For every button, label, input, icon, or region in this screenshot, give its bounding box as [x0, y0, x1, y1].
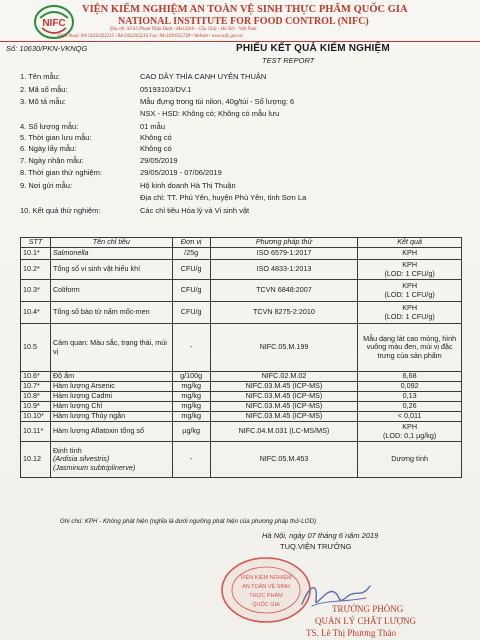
cell-unit: CFU/g: [172, 260, 210, 280]
field-label: 7. Ngày nhận mẫu:: [20, 156, 84, 165]
cell-name: Tổng số vi sinh vật hiếu khí: [50, 260, 172, 280]
field-label: 9. Nơi gửi mẫu:: [20, 181, 73, 190]
field-label: 10. Kết quả thử nghiệm:: [20, 206, 101, 215]
cell-unit: mg/kg: [172, 412, 210, 422]
org-contact: Điện thoại: 84-24332262215 / 84-2432262216 Fax: 84-2439335738 • Website: www.nifc.gov.vn: [58, 34, 243, 39]
cell-name: Tổng số bào tử nấm mốc-men: [50, 302, 172, 324]
cell-name: Hàm lượng Thủy ngân: [50, 412, 172, 422]
header-divider: [0, 41, 480, 42]
cell-unit: -: [172, 442, 210, 478]
issue-date: Hà Nội, ngày 07 tháng 6 năm 2019: [262, 531, 379, 540]
cell-stt: 10.8*: [21, 392, 51, 402]
cell-result: < 0,011: [358, 412, 462, 422]
signature-title: TUQ.VIỆN TRƯỞNG: [280, 542, 352, 551]
cell-stt: 10.2*: [21, 260, 51, 280]
cell-result: 0,13: [358, 392, 462, 402]
result-lod: (LOD: 1 CFU/g): [384, 268, 435, 278]
col-header-name: Tên chỉ tiêu: [50, 238, 172, 248]
cell-unit: µg/kg: [172, 422, 210, 442]
table-row: [21, 402, 462, 412]
table-row: [21, 248, 462, 260]
cell-name: Hàm lượng Aflatoxin tổng số: [50, 422, 172, 442]
svg-text:QUỐC GIA: QUỐC GIA: [252, 602, 280, 608]
field-label: 5. Thời gian lưu mẫu:: [20, 133, 92, 142]
cell-stt: 10.6*: [21, 372, 51, 382]
result-main: KPH: [402, 422, 418, 432]
cell-name: Salmonella: [50, 248, 172, 260]
letterhead: [0, 0, 480, 44]
result-main: KPH: [402, 260, 418, 270]
cell-name: Hàm lượng Cadmi: [50, 392, 172, 402]
cell-method: NIFC.03.M.45 (ICP-MS): [210, 382, 358, 392]
cell-stt: 10.3*: [21, 280, 51, 302]
svg-text:VIỆN KIỂM NGHIỆM: VIỆN KIỂM NGHIỆM: [240, 575, 292, 581]
col-header-method: Phương pháp thử: [210, 238, 358, 248]
cell-name: Cảm quan: Màu sắc, trạng thái, mùi vị: [50, 324, 172, 372]
signer-title-1: TRƯỞNG PHÒNG: [332, 604, 404, 614]
col-header-unit: Đơn vị: [172, 238, 210, 248]
cell-stt: 10.9*: [21, 402, 51, 412]
cell-result: 0,26: [358, 402, 462, 412]
table-row: [21, 302, 462, 324]
cell-unit: CFU/g: [172, 302, 210, 324]
field-label: 1. Tên mẫu:: [20, 72, 60, 81]
results-table: [20, 237, 462, 478]
field-value: Địa chỉ: TT. Phú Yên, huyện Phù Yên, tỉnh Sơn La: [140, 193, 307, 202]
cell-result: [358, 302, 462, 324]
field-value: Không có: [140, 144, 172, 153]
field-label: 2. Mã số mẫu:: [20, 85, 68, 94]
table-row: [21, 324, 462, 372]
table-row: [21, 442, 462, 478]
name-main: Định tính: [52, 446, 82, 456]
table-row: [21, 372, 462, 382]
cell-method: ISO 6579-1:2017: [210, 248, 358, 260]
result-lod: (LOD: 1 CFU/g): [384, 289, 435, 299]
cell-name: Coliform: [50, 280, 172, 302]
cell-stt: 10.1*: [21, 248, 51, 260]
field-value: 29/05/2019 - 07/06/2019: [140, 168, 222, 177]
cell-stt: 10.4*: [21, 302, 51, 324]
name-species-1: (Ardisia silvestris): [52, 454, 110, 464]
cell-method: NIFC.05.M.453: [210, 442, 358, 478]
cell-result: Mẫu dạng lát cao mỏng, hình vuông màu đen, mùi vị đặc trưng của sản phẩm: [358, 324, 462, 372]
cell-unit: mg/kg: [172, 382, 210, 392]
field-value: 29/05/2019: [140, 156, 178, 165]
cell-stt: 10.12: [21, 442, 51, 478]
cell-method: NIFC.05.M.199: [210, 324, 358, 372]
cell-result: [358, 280, 462, 302]
field-label: 8. Thời gian thử nghiệm:: [20, 168, 102, 177]
report-subtitle: TEST REPORT: [262, 56, 315, 65]
table-row: [21, 422, 462, 442]
signer-name: TS. Lê Thị Phương Thảo: [306, 628, 397, 638]
cell-name: Hàm lượng Chì: [50, 402, 172, 412]
result-main: KPH: [402, 303, 418, 313]
cell-method: TCVN 8275-2:2010: [210, 302, 358, 324]
footnote: Ghi chú: KPH - Không phát hiện (nghĩa là dưới ngưỡng phát hiện của phương pháp thử-LOD): [60, 518, 316, 525]
cell-result: 0,092: [358, 382, 462, 392]
field-value: Các chỉ tiêu Hóa lý và Vi sinh vật: [140, 206, 250, 215]
table-row: [21, 392, 462, 402]
table-row: [21, 412, 462, 422]
cell-unit: g/100g: [172, 372, 210, 382]
result-lod: (LOD: 0,1 µg/kg): [382, 430, 437, 440]
cell-stt: 10.5: [21, 324, 51, 372]
cell-unit: mg/kg: [172, 402, 210, 412]
cell-method: NIFC.03.M.45 (ICP-MS): [210, 402, 358, 412]
field-label: 6. Ngày lấy mẫu:: [20, 144, 77, 153]
table-row: [21, 280, 462, 302]
cell-stt: 10.11*: [21, 422, 51, 442]
field-value: 05193103/DV.1: [140, 85, 192, 94]
field-value: NSX - HSD: Không có; Không có mẫu lưu: [140, 109, 280, 118]
table-row: [21, 260, 462, 280]
cell-method: NIFC.04.M.031 (LC-MS/MS): [210, 422, 358, 442]
svg-text:AN TOÀN VỆ SINH: AN TOÀN VỆ SINH: [242, 584, 290, 590]
org-address: Địa chỉ: Số 65 Phạm Thận Duật - Mai Dịch - Cầu Giấy - Hà Nội - Việt Nam: [110, 27, 257, 32]
cell-result: [358, 260, 462, 280]
org-name-vn: VIỆN KIỂM NGHIỆM AN TOÀN VỆ SINH THỰC PHẨM QUỐC GIA: [82, 4, 408, 15]
name-species-2: (Jasminum subtriplinerve): [52, 462, 136, 472]
col-header-result: Kết quả: [358, 238, 462, 248]
cell-result: KPH: [358, 248, 462, 260]
cell-unit: /25g: [172, 248, 210, 260]
field-value: CAO DÂY THÌA CANH UYÊN THUẬN: [140, 72, 267, 81]
document-number: Số: 10630/PKN-VKNQG: [6, 44, 88, 53]
cell-name: [50, 442, 172, 478]
cell-unit: -: [172, 324, 210, 372]
cell-result: [358, 422, 462, 442]
col-header-stt: STT: [21, 238, 51, 248]
svg-text:THỰC PHẨM: THỰC PHẨM: [249, 593, 283, 599]
cell-stt: 10.10*: [21, 412, 51, 422]
field-value: Hộ kinh doanh Hà Thị Thuận: [140, 181, 236, 190]
field-value: Không có: [140, 133, 172, 142]
cell-method: NIFC.03.M.45 (ICP-MS): [210, 412, 358, 422]
cell-unit: mg/kg: [172, 392, 210, 402]
cell-name: Độ ẩm: [50, 372, 172, 382]
org-name-en: NATIONAL INSTITUTE FOR FOOD CONTROL (NIFC): [118, 16, 369, 27]
field-value: Mẫu đựng trong túi nilon, 40g/túi - Số lượng: 6: [140, 97, 295, 106]
report-title: PHIẾU KẾT QUẢ KIỂM NGHIỆM: [236, 43, 390, 54]
cell-method: NIFC.02.M.02: [210, 372, 358, 382]
cell-unit: CFU/g: [172, 280, 210, 302]
cell-result: Dương tính: [358, 442, 462, 478]
cell-method: TCVN 6848:2007: [210, 280, 358, 302]
cell-name: Hàm lượng Arsenic: [50, 382, 172, 392]
result-lod: (LOD: 1 CFU/g): [384, 311, 435, 321]
cell-stt: 10.7*: [21, 382, 51, 392]
table-header-row: [21, 238, 462, 248]
result-main: KPH: [402, 281, 418, 291]
field-label: 3. Mô tả mẫu:: [20, 97, 66, 106]
cell-method: ISO 4833-1:2013: [210, 260, 358, 280]
table-row: [21, 382, 462, 392]
cell-result: 6,68: [358, 372, 462, 382]
field-value: 01 mẫu: [140, 122, 166, 131]
signer-title-2: QUẢN LÝ CHẤT LƯỢNG: [315, 616, 417, 626]
logo-text: NIFC: [42, 18, 66, 29]
field-label: 4. Số lượng mẫu:: [20, 122, 79, 131]
cell-method: NIFC.03.M.45 (ICP-MS): [210, 392, 358, 402]
